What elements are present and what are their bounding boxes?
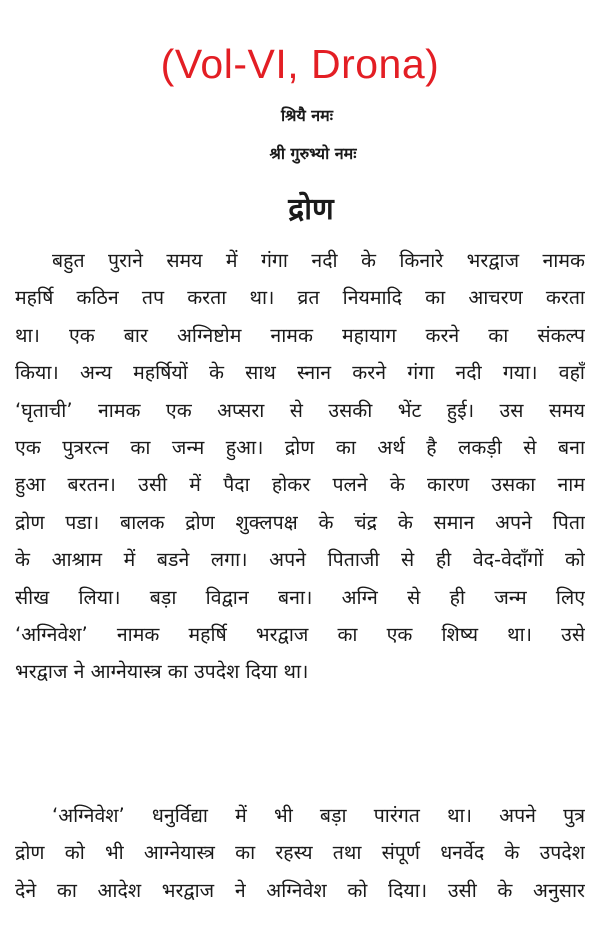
paragraph-2 [15,797,585,909]
text-line: महर्षि कठिन तप करता था। व्रत नियमादि का आचरण करता [15,286,585,310]
text-line: ‘अग्निवेश’ धनुर्विद्या में भी बड़ा पारंगत था। अपने पुत्र [52,804,585,827]
volume-title: (Vol-VI, Drona) [160,41,440,87]
text-line: के आश्राम में बडने लगा। अपने पिताजी से ही वेद-वेदाँगों को [15,548,585,572]
chapter-heading: द्रोण [288,192,334,227]
text-line: ‘अग्निवेश’ नामक महर्षि भरद्वाज का एक शिष्य था। उसे [15,622,585,646]
paragraph-1 [15,242,585,691]
text-line: सीख लिया। बड़ा विद्वान बना। अग्नि से ही जन्म लिए [15,585,585,609]
text-line: द्रोण को भी आग्नेयास्त्र का रहस्य तथा संपूर्ण धनर्वेद के उपदेश [15,841,585,865]
text-line: ‘घृताची’ नामक एक अप्सरा से उसकी भेंट हुई। उस समय [15,398,585,422]
text-line: किया। अन्य महर्षियों के साथ स्नान करने गंगा नदी गया। वहाँ [15,361,585,385]
invocation-line-1: श्रियै नमः [280,106,333,125]
text-line: बहुत पुराने समय में गंगा नदी के किनारे भरद्वाज नामक [52,249,585,272]
text-line: था। एक बार अग्निष्टोम नामक महायाग करने का संकल्प [15,323,585,347]
text-line: एक पुत्ररत्न का जन्म हुआ। द्रोण का अर्थ है लकड़ी से बना [15,435,585,459]
text-line: द्रोण पडा। बालक द्रोण शुक्लपक्ष के चंद्र के समान अपने पिता [15,510,585,534]
text-line: भरद्वाज ने आग्नेयास्त्र का उपदेश दिया था। [15,660,309,684]
text-line: हुआ बरतन। उसी में पैदा होकर पलने के कारण उसका नाम [15,473,585,497]
text-line: देने का आदेश भरद्वाज ने अग्निवेश को दिया। उसी के अनुसार [15,878,585,902]
invocation-line-2: श्री गुरुभ्यो नमः [269,144,357,163]
